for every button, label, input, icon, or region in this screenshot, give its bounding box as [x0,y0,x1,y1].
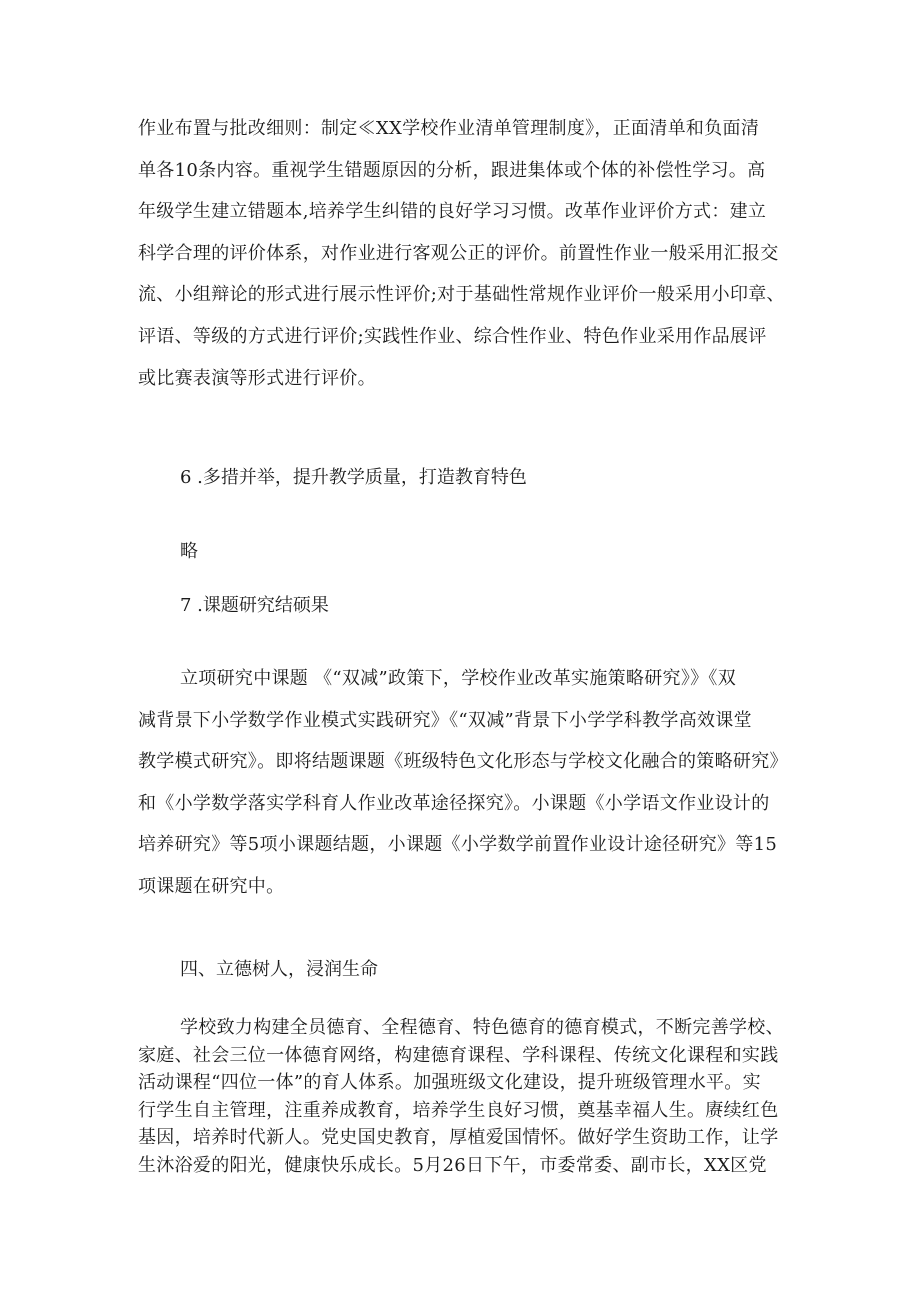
paragraph-line: 基因，培养时代新人。党史国史教育，厚植爱国情怀。做好学生资助工作，让学 [138,1127,779,1149]
paragraph-line: 和《小学数学落实学科育人作业改革途径探究》。小课题《小学语文作业设计的 [138,792,770,814]
paragraph-line: 评语、等级的方式进行评价;实践性作业、综合性作业、特色作业采用作品展评 [138,325,767,347]
paragraph-line: 行学生自主管理，注重养成教育，培养学生良好习惯，奠基幸福人生。赓续红色 [138,1099,779,1121]
omitted-note: 略 [180,541,198,562]
paragraph-line: 流、小组辩论的形式进行展示性评价;对于基础性常规作业评价一般采用小印章、 [138,284,785,306]
paragraph-line: 培养研究》等5项小课题结题，小课题《小学数学前置作业设计途径研究》等15 [138,834,778,856]
paragraph-line: 科学合理的评价体系，对作业进行客观公正的评价。前置性作业一般采用汇报交 [138,242,779,264]
section-heading-4: 四、立德树人，浸润生命 [180,959,378,980]
paragraph-research [138,658,788,908]
paragraph-line: 年级学生建立错题本,培养学生纠错的良好学习习惯。改革作业评价方式：建立 [138,201,767,223]
section-heading-7: 7 .课题研究结硕果 [180,595,329,616]
paragraph-line: 教学模式研究》。即将结题课题《班级特色文化形态与学校文化融合的策略研究》 [138,751,788,773]
paragraph-line: 减背景下小学数学作业模式实践研究》《“双减”背景下小学学科教学高效课堂 [138,709,752,731]
paragraph-line: 家庭、社会三位一体德育网络，构建德育课程、学科课程、传统文化课程和实践 [138,1044,779,1066]
paragraph-line: 或比赛表演等形式进行评价。 [138,367,376,389]
paragraph-line: 立项研究中课题 《“双减”政策下，学校作业改革实施策略研究》》《双 [180,668,737,689]
section-heading-6: 6 .多措并举，提升教学质量，打造教育特色 [180,467,527,488]
paragraph-line: 项课题在研究中。 [138,875,285,897]
paragraph-line: 学校致力构建全员德育、全程德育、特色德育的德育模式，不断完善学校、 [180,1017,784,1038]
paragraph-homework [138,108,788,399]
paragraph-line: 活动课程“四位一体”的育人体系。加强班级文化建设，提升班级管理水平。实 [138,1072,761,1094]
paragraph-line: 生沐浴爱的阳光，健康快乐成长。5月26日下午，市委常委、副市长，XX区党 [138,1154,767,1176]
paragraph-moral [138,1014,788,1180]
paragraph-line: 单各10条内容。重视学生错题原因的分析，跟进集体或个体的补偿性学习。高 [138,159,766,181]
paragraph-line: 作业布置与批改细则：制定≪XX学校作业清单管理制度》，正面清单和负面清 [138,118,760,139]
